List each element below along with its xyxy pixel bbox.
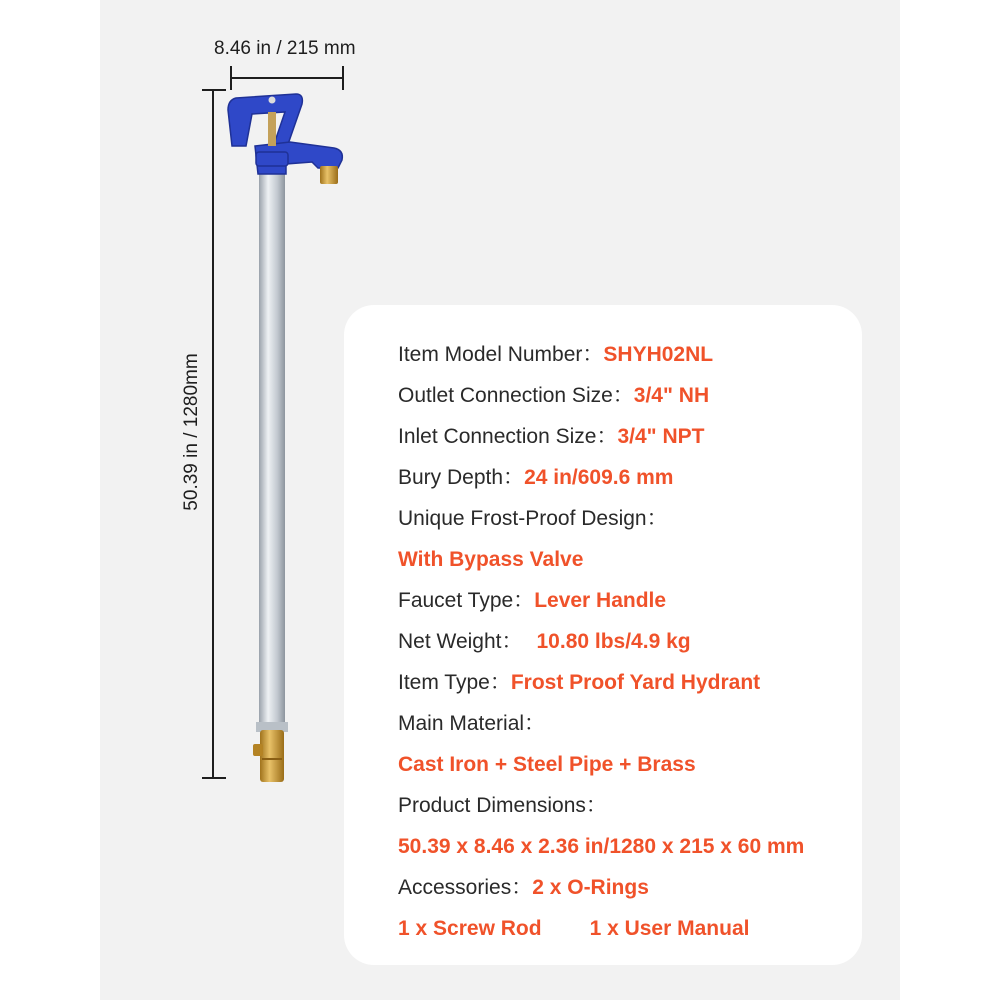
hydrant-head	[228, 94, 342, 174]
spec-value: 10.80 lbs/4.9 kg	[536, 630, 691, 653]
spec-material-label	[398, 711, 545, 737]
spec-value: 3/4" NH	[633, 384, 710, 407]
spec-label: Faucet Type：	[398, 589, 535, 612]
spec-label: Item Model Number：	[398, 343, 604, 366]
spec-label: Inlet Connection Size：	[398, 425, 618, 448]
spec-card	[344, 305, 862, 965]
spec-outlet	[398, 383, 709, 409]
spec-dimensions-label	[398, 793, 607, 819]
spec-label: Net Weight：	[398, 630, 523, 653]
spec-label: Item Type：	[398, 671, 511, 694]
spec-accessories-more	[398, 916, 749, 942]
spec-label: Outlet Connection Size：	[398, 384, 634, 407]
spec-value: 50.39 x 8.46 x 2.36 in/1280 x 215 x 60 mm	[398, 835, 805, 858]
spec-weight	[398, 629, 691, 655]
brass-valve	[253, 730, 284, 782]
height-label: 50.39 in / 1280mm	[181, 353, 202, 511]
spec-label: Product Dimensions：	[398, 794, 607, 817]
height-dimension-line	[202, 90, 226, 778]
spec-item-type	[398, 670, 760, 696]
spec-inlet	[398, 424, 704, 450]
spec-value: 2 x O-Rings	[532, 876, 649, 899]
spec-label: Main Material：	[398, 712, 546, 735]
spec-design-label	[398, 506, 668, 532]
outlet-nozzle	[320, 166, 338, 184]
spec-bury-depth	[398, 465, 673, 491]
spec-dimensions-value	[398, 834, 804, 860]
spec-value: 3/4" NPT	[617, 425, 705, 448]
spec-value: Frost Proof Yard Hydrant	[510, 671, 761, 694]
spec-value: Cast Iron + Steel Pipe + Brass	[398, 753, 696, 776]
spec-value: With Bypass Valve	[398, 548, 584, 571]
width-label: 8.46 in / 215 mm	[214, 38, 356, 59]
spec-value: 1 x Screw Rod	[398, 917, 542, 940]
spec-value: 24 in/609.6 mm	[524, 466, 674, 489]
handle-pin	[269, 97, 276, 104]
spec-material-value	[398, 752, 696, 778]
lever-rod	[268, 112, 276, 146]
spec-label: Unique Frost-Proof Design：	[398, 507, 668, 530]
spec-value: Lever Handle	[534, 589, 667, 612]
spec-value: SHYH02NL	[603, 343, 714, 366]
spec-faucet	[398, 588, 666, 614]
spec-value: 1 x User Manual	[589, 917, 750, 940]
spec-design-value	[398, 547, 583, 573]
width-dimension-line	[231, 66, 343, 90]
steel-pipe	[259, 162, 285, 730]
spec-accessories	[398, 875, 649, 901]
spec-label: Accessories：	[398, 876, 533, 899]
spec-model	[398, 342, 713, 368]
spec-label: Bury Depth：	[398, 466, 525, 489]
